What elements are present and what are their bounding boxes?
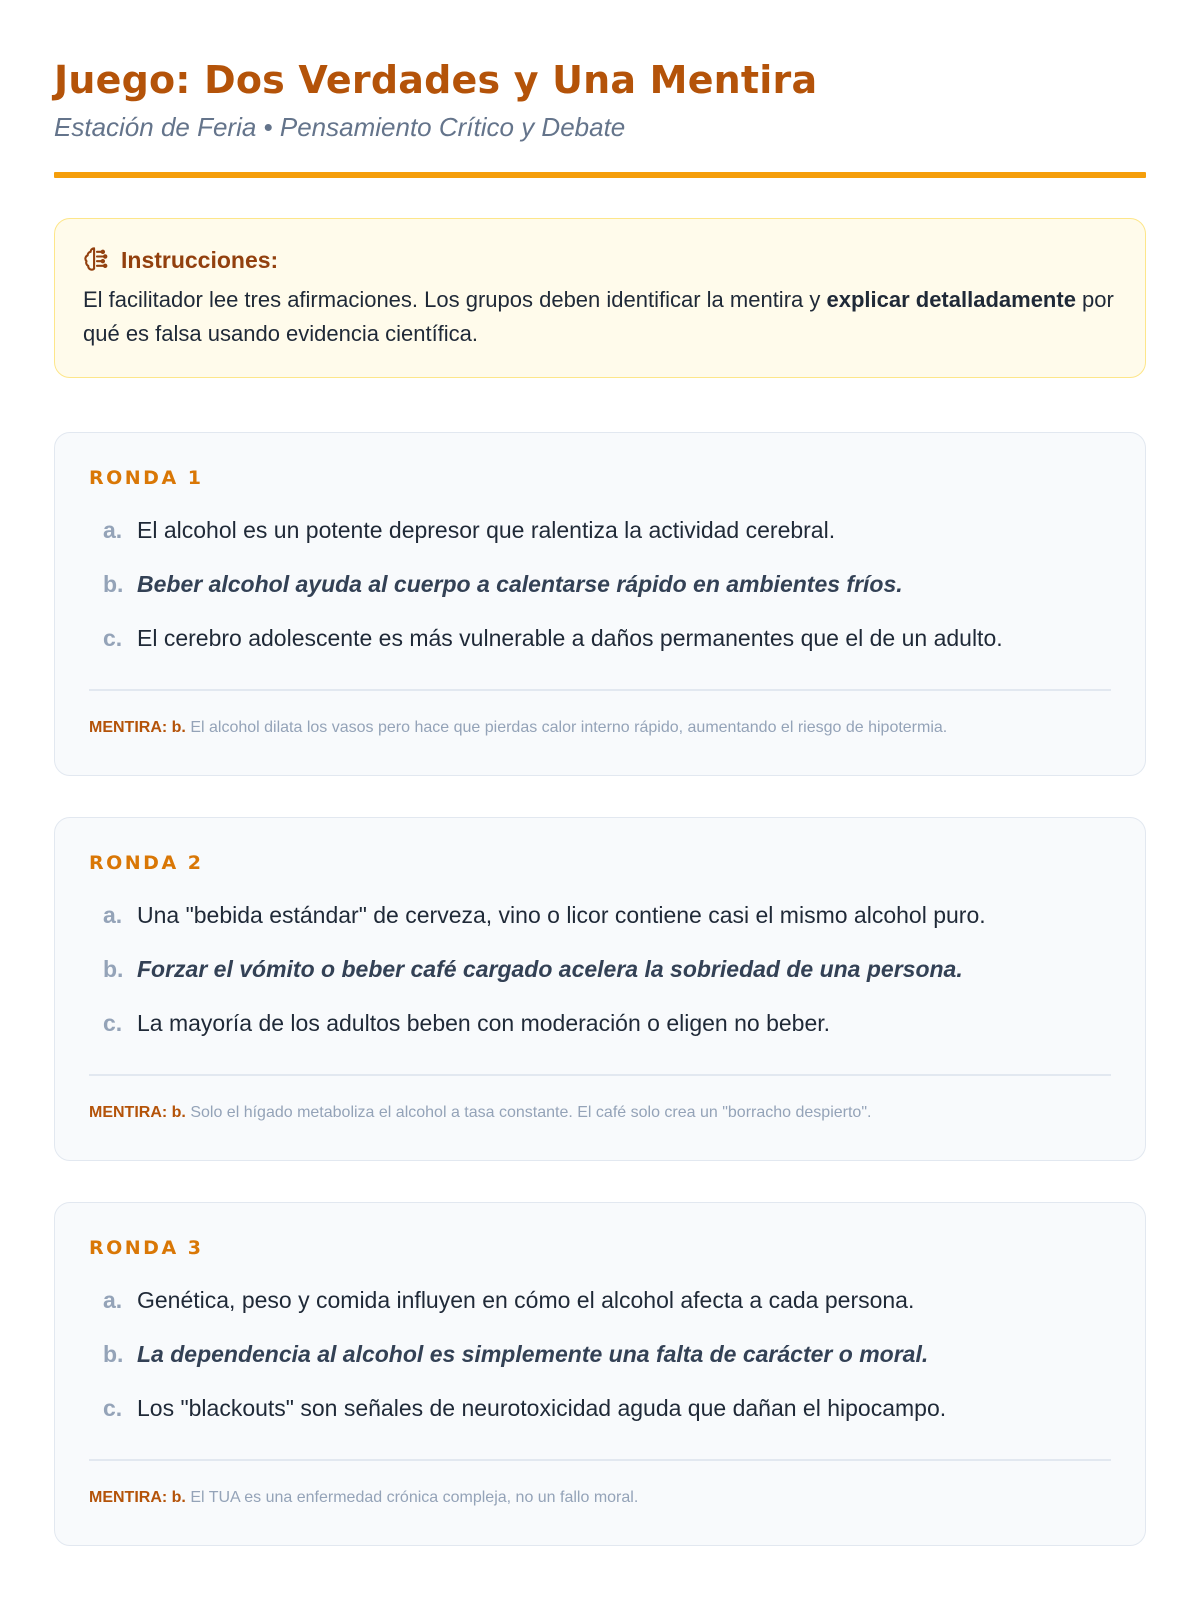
statement-letter: a. [103,902,123,928]
answer-key [89,717,1111,739]
statement-letter: b. [103,571,124,597]
answer-tag: MENTIRA: b. [89,1103,186,1121]
statement-a [89,1285,1111,1339]
instructions-heading: Instrucciones: [121,247,279,273]
page-subtitle: Estación de Feria • Pensamiento Crítico y Debate [54,112,626,142]
statement-b-lie [89,954,1111,1008]
statement-letter: a. [103,1287,123,1313]
brain-icon [83,246,111,274]
round-label: RONDA 1 [89,467,204,489]
statement-text: Genética, peso y comida influyen en cómo el alcohol afecta a cada persona. [137,1287,915,1313]
instructions-text [83,283,1117,351]
statement-letter: b. [103,1341,124,1367]
answer-divider [89,1459,1111,1461]
statement-letter: a. [103,517,123,543]
statement-text: Una "bebida estándar" de cerveza, vino o licor contiene casi el mismo alcohol puro. [137,902,986,928]
answer-explanation: El TUA es una enfermedad crónica compleja, no un fallo moral. [190,1488,639,1506]
statement-list [89,900,1111,1062]
answer-explanation: El alcohol dilata los vasos pero hace que pierdas calor interno rápido, aumentando el riesgo de hipotermia. [190,718,948,736]
round-card-3 [54,1202,1146,1546]
instructions-text-before: El facilitador lee tres afirmaciones. Los grupos deben identificar la mentira y [83,287,827,312]
round-label: RONDA 2 [89,852,204,874]
header-divider [54,172,1146,178]
statement-text: El cerebro adolescente es más vulnerable a daños permanentes que el de un adulto. [137,625,1003,651]
answer-tag: MENTIRA: b. [89,1488,186,1506]
statement-c [89,1393,1111,1447]
instructions-text-bold: explicar detalladamente [826,287,1076,312]
instructions-text-after: por qué es falsa usando evidencia científica. [83,287,1114,346]
statement-list [89,1285,1111,1447]
statement-letter: c. [103,625,123,651]
instructions-box [54,218,1146,378]
statement-c [89,1008,1111,1062]
round-card-1 [54,432,1146,776]
answer-divider [89,689,1111,691]
statement-b-lie [89,1339,1111,1393]
statement-list [89,515,1111,677]
round-card-2 [54,817,1146,1161]
answer-explanation: Solo el hígado metaboliza el alcohol a tasa constante. El café solo crea un "borracho despierto". [190,1103,872,1121]
statement-a [89,900,1111,954]
round-label: RONDA 3 [89,1237,204,1259]
statement-letter: c. [103,1395,123,1421]
page-title: Juego: Dos Verdades y Una Mentira [54,58,818,102]
statement-text: La mayoría de los adultos beben con moderación o eligen no beber. [137,1010,831,1036]
statement-letter: c. [103,1010,123,1036]
header [54,0,1146,178]
statement-b-lie [89,569,1111,623]
answer-key [89,1487,1111,1509]
statement-text: La dependencia al alcohol es simplemente una falta de carácter o moral. [137,1341,929,1367]
statement-text: Los "blackouts" son señales de neurotoxicidad aguda que dañan el hipocampo. [137,1395,947,1421]
answer-key [89,1102,1111,1124]
statement-a [89,515,1111,569]
statement-text: Beber alcohol ayuda al cuerpo a calentarse rápido en ambientes fríos. [137,571,903,597]
statement-text: El alcohol es un potente depresor que ralentiza la actividad cerebral. [137,517,836,543]
statement-letter: b. [103,956,124,982]
statement-text: Forzar el vómito o beber café cargado acelera la sobriedad de una persona. [137,956,963,982]
statement-c [89,623,1111,677]
answer-tag: MENTIRA: b. [89,718,186,736]
answer-divider [89,1074,1111,1076]
instructions-heading-row [83,245,1117,275]
